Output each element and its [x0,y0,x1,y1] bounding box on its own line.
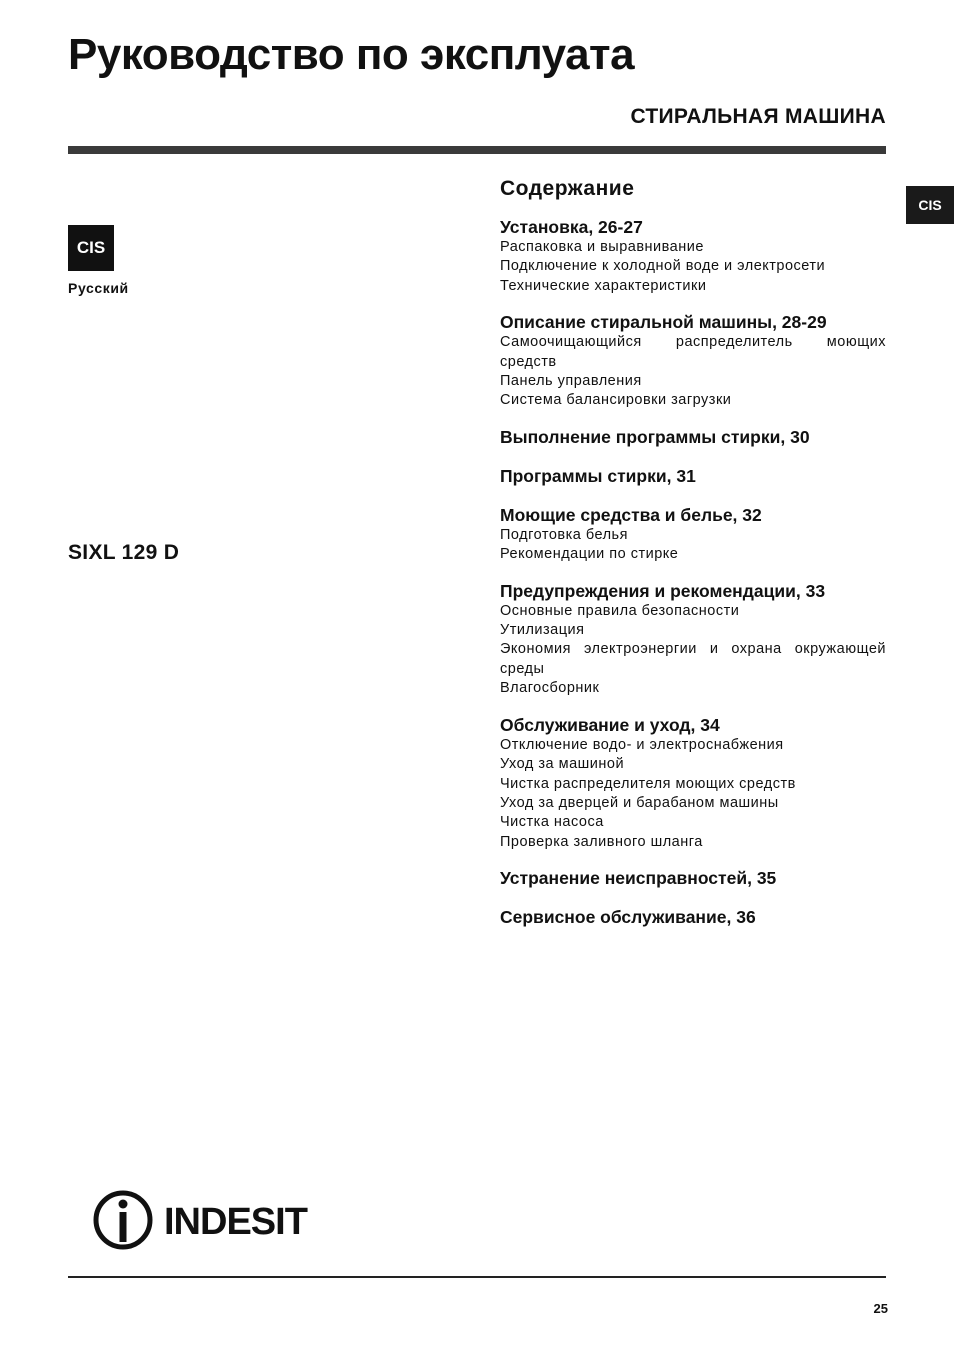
model-number: SIXL 129 D [68,541,180,564]
toc-heading: Содержание [500,177,635,200]
toc-item: Подключение к холодной воде и электросети [500,258,826,275]
toc-item: Проверка заливного шланга [500,833,703,850]
toc-item: Отключение водо- и электроснабжения [500,736,784,753]
indesit-logo [92,1188,324,1252]
toc-section-title: Описание стиральной машины, 28-29 [500,312,827,333]
page-title: Руководство по эксплуата [68,30,635,79]
language-name: Русский [68,280,129,296]
toc-item: Система балансировки загрузки [500,392,732,409]
toc-section-title: Предупреждения и рекомендации, 33 [500,580,826,601]
toc-section [500,505,886,565]
toc-item: Технические характеристики [500,277,707,294]
toc-section-title: Моющие средства и белье, 32 [500,504,762,525]
toc-section-title: Выполнение программы стирки, 30 [500,426,810,447]
language-code-badge: CIS [68,225,114,271]
toc-item: Уход за машиной [500,756,625,773]
language-side-tab: CIS [906,186,954,224]
table-of-contents [500,176,886,946]
toc-item: Экономия электроэнергии и охрана окружающей среды [500,641,886,677]
header-divider [68,146,886,154]
toc-item: Панель управления [500,373,642,390]
footer-divider [68,1276,886,1278]
toc-sections [500,217,886,928]
product-type-subtitle: СТИРАЛЬНАЯ МАШИНА [630,105,886,128]
toc-section [500,217,886,296]
toc-section [500,466,886,487]
toc-item: Самоочищающийся распределитель моющих средств [500,334,886,370]
toc-item: Влагосборник [500,680,600,697]
toc-section [500,868,886,889]
toc-section-title: Программы стирки, 31 [500,465,696,486]
toc-item: Чистка насоса [500,814,604,831]
toc-item: Распаковка и выравнивание [500,239,704,255]
toc-section-title: Обслуживание и уход, 34 [500,714,720,735]
toc-item: Утилизация [500,622,585,639]
toc-section-title: Устранение неисправностей, 35 [500,868,777,889]
toc-item: Рекомендации по стирке [500,546,679,563]
toc-section-title: Сервисное обслуживание, 36 [500,907,756,928]
toc-section-title: Установка, 26-27 [500,217,643,237]
toc-item: Подготовка белья [500,526,628,543]
toc-item: Основные правила безопасности [500,602,740,619]
page-number: 25 [873,1301,888,1316]
svg-text:INDESIT: INDESIT [164,1201,307,1243]
toc-section [500,715,886,852]
toc-section [500,427,886,448]
toc-item: Уход за дверцей и барабаном машины [500,794,779,811]
toc-section [500,581,886,699]
toc-item: Чистка распределителя моющих средств [500,775,796,792]
toc-section [500,907,886,928]
toc-section [500,312,886,411]
